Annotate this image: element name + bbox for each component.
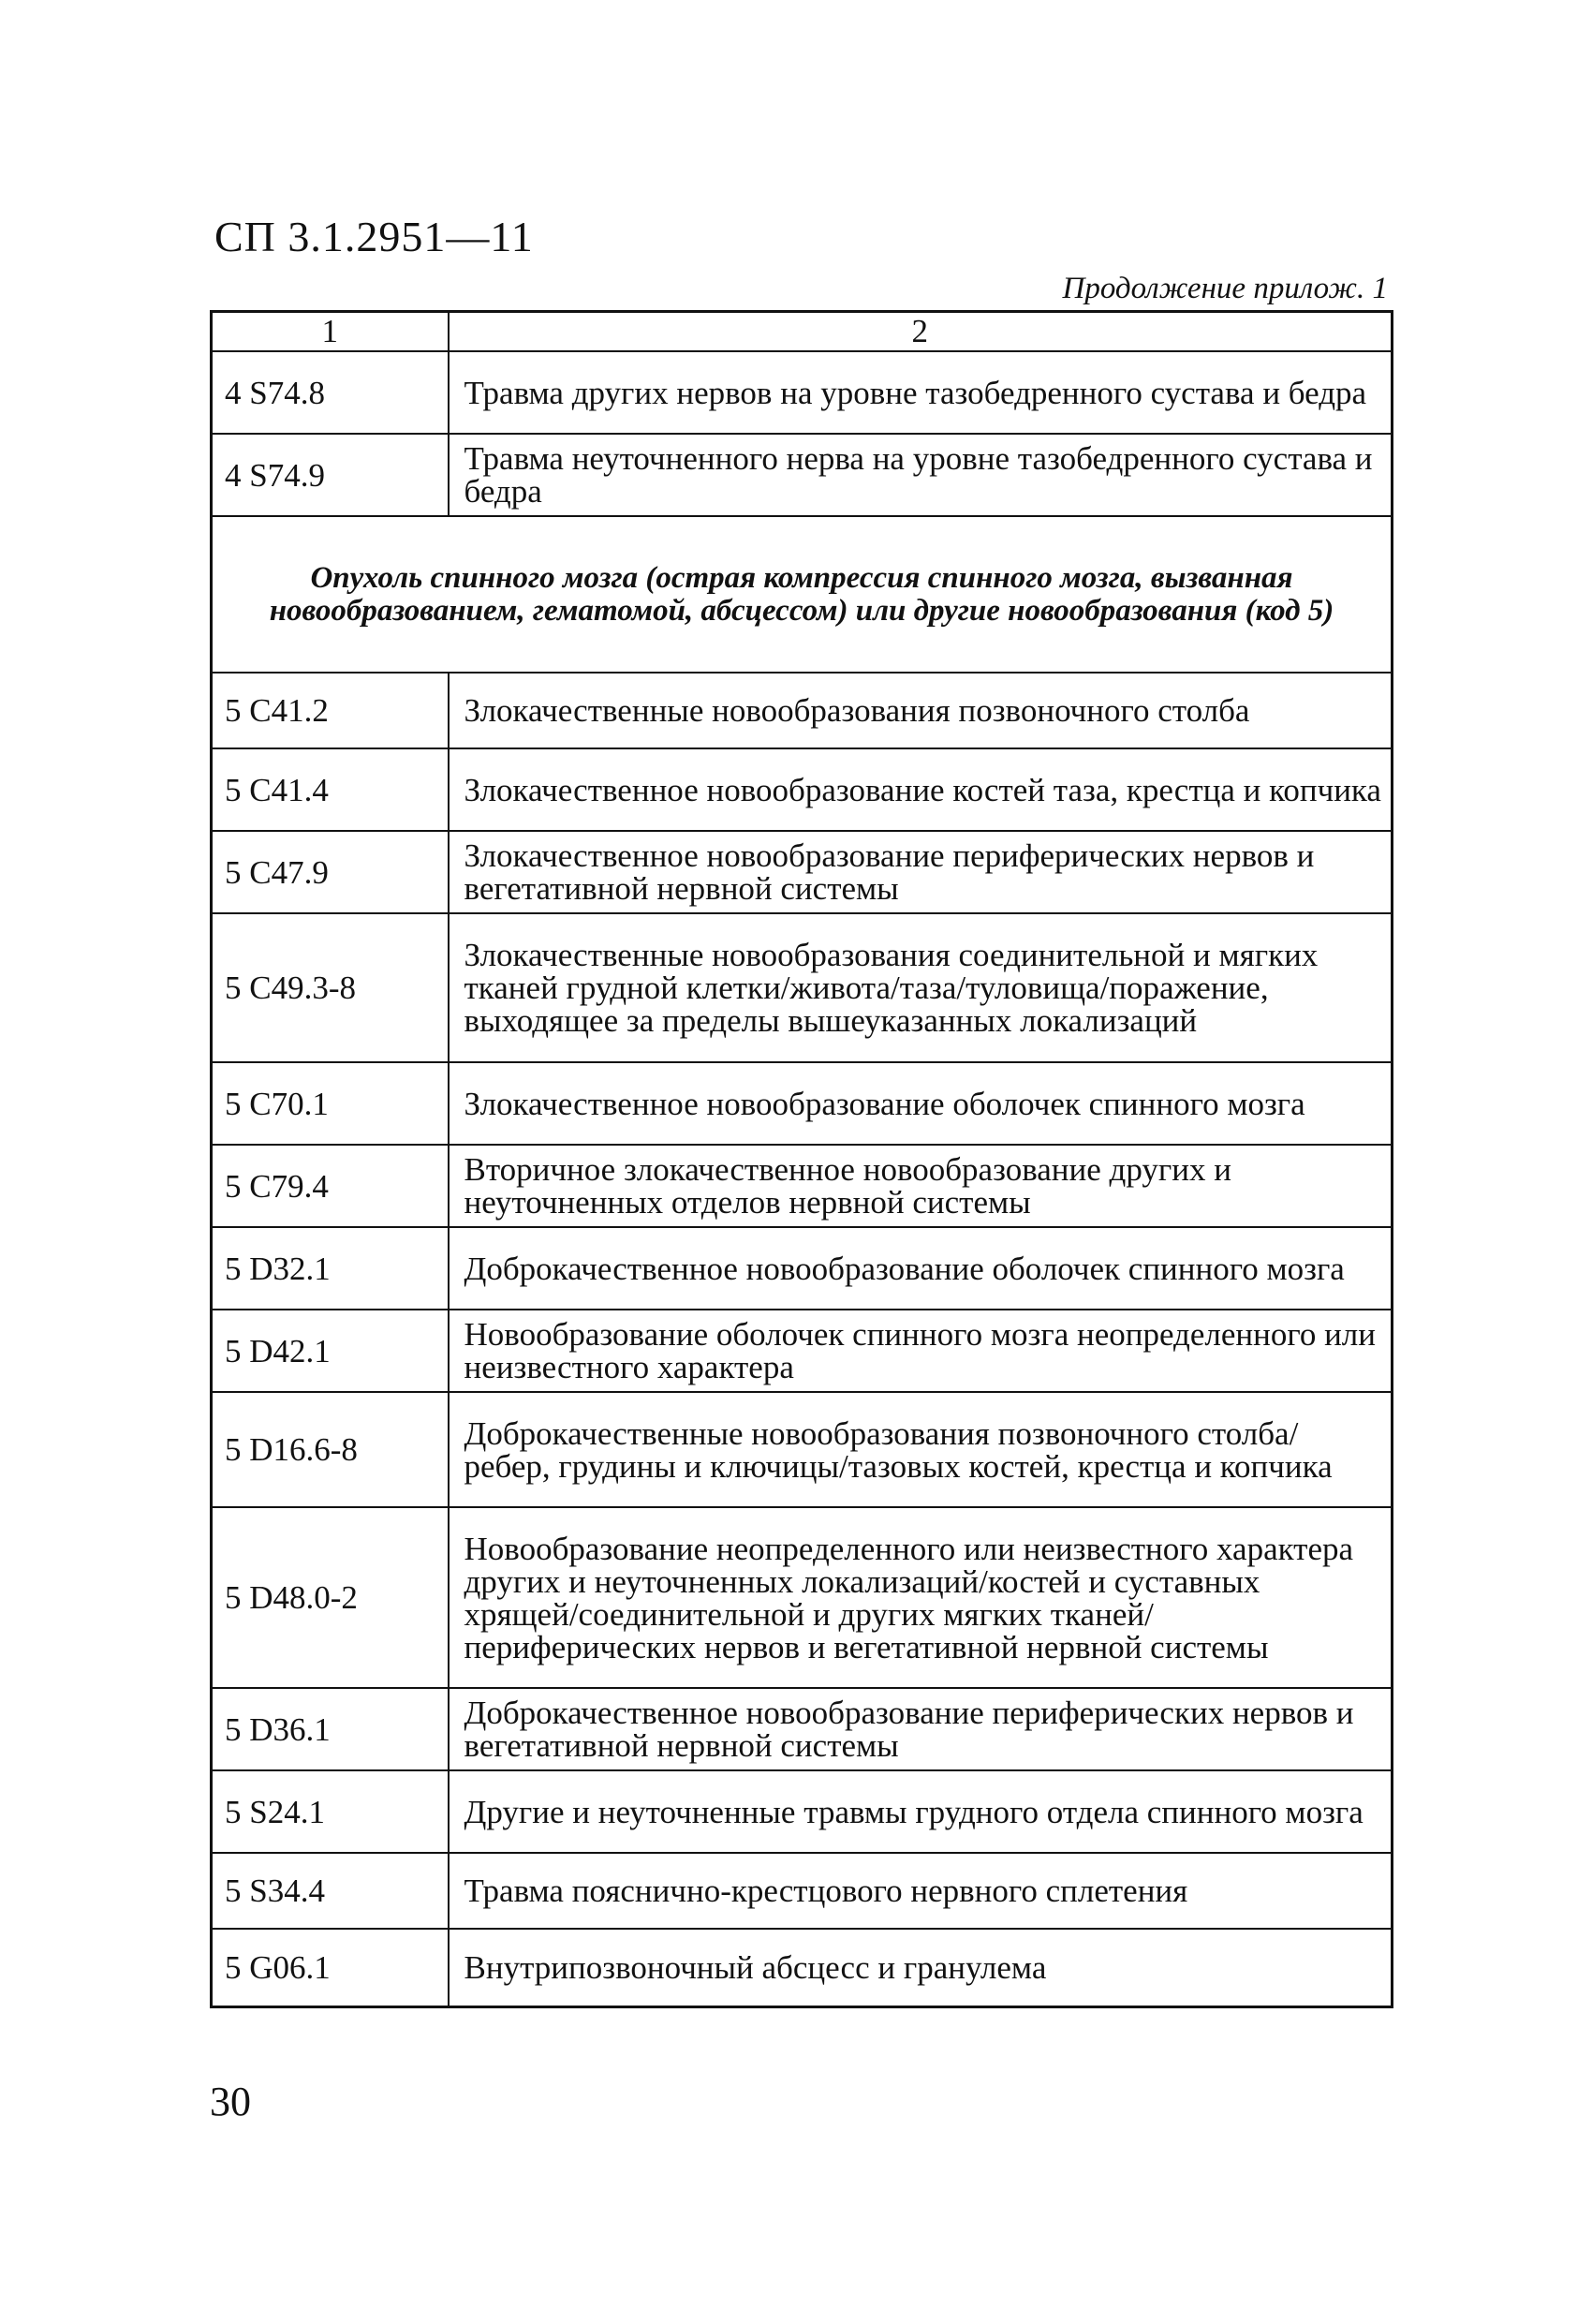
description-cell: Новообразование неопределенного или неизвестного характера других и неуточненных локализаций/костей и суставных хрящей/соединительной и других мягких тканей/периферических нервов и вегетативной нервной системы (449, 1507, 1393, 1688)
code-cell: 5 C47.9 (212, 831, 449, 913)
code-cell: 5 S24.1 (212, 1770, 449, 1853)
column-header-2: 2 (449, 312, 1393, 352)
table-row (212, 1507, 1393, 1688)
table-row (212, 1145, 1393, 1227)
description-cell: Новообразование оболочек спинного мозга неопределенного или неизвестного характера (449, 1310, 1393, 1392)
description-cell: Доброкачественные новообразования позвоночного столба/ребер, грудины и ключицы/тазовых костей, крестца и копчика (449, 1392, 1393, 1507)
table-row (212, 1392, 1393, 1507)
table-row (212, 1227, 1393, 1310)
table-row (212, 1770, 1393, 1853)
description-cell: Вторичное злокачественное новообразование других и неуточненных отделов нервной системы (449, 1145, 1393, 1227)
section-header-row (212, 516, 1393, 673)
code-cell: 5 D32.1 (212, 1227, 449, 1310)
code-cell: 5 G06.1 (212, 1929, 449, 2006)
code-cell: 5 C49.3-8 (212, 913, 449, 1062)
table-row (212, 1310, 1393, 1392)
code-cell: 5 C79.4 (212, 1145, 449, 1227)
description-cell: Злокачественные новообразования позвоночного столба (449, 673, 1393, 748)
table-row (212, 1853, 1393, 1929)
code-cell: 5 D42.1 (212, 1310, 449, 1392)
continuation-label: Продолжение прилож. 1 (1062, 272, 1388, 305)
table-row (212, 1929, 1393, 2006)
section-title: Опухоль спинного мозга (острая компрессия спинного мозга, вызванная новообразованием, гематомой, абсцессом) или другие новообразования (код 5) (212, 516, 1393, 673)
description-cell: Доброкачественное новообразование оболочек спинного мозга (449, 1227, 1393, 1310)
description-cell: Злокачественное новообразование костей таза, крестца и копчика (449, 748, 1393, 831)
description-cell: Травма пояснично-крестцового нервного сплетения (449, 1853, 1393, 1929)
diagnosis-code-table (210, 310, 1393, 2008)
description-cell: Злокачественные новообразования соединительной и мягких тканей грудной клетки/живота/таза/туловища/поражение, выходящее за пределы вышеуказанных локализаций (449, 913, 1393, 1062)
table-row (212, 434, 1393, 516)
table-row (212, 913, 1393, 1062)
description-cell: Доброкачественное новообразование периферических нервов и вегетативной нервной системы (449, 1688, 1393, 1770)
column-header-1: 1 (212, 312, 449, 352)
table-row (212, 673, 1393, 748)
code-cell: 5 D48.0-2 (212, 1507, 449, 1688)
table-row (212, 831, 1393, 913)
code-cell: 5 D16.6-8 (212, 1392, 449, 1507)
code-cell: 5 C41.4 (212, 748, 449, 831)
table-row (212, 351, 1393, 434)
table-row (212, 1062, 1393, 1145)
description-cell: Травма неуточненного нерва на уровне тазобедренного сустава и бедра (449, 434, 1393, 516)
code-cell: 5 C41.2 (212, 673, 449, 748)
code-cell: 5 C70.1 (212, 1062, 449, 1145)
page-number: 30 (210, 2079, 251, 2124)
table-row (212, 748, 1393, 831)
description-cell: Другие и неуточненные травмы грудного отдела спинного мозга (449, 1770, 1393, 1853)
code-cell: 5 S34.4 (212, 1853, 449, 1929)
description-cell: Злокачественное новообразование периферических нервов и вегетативной нервной системы (449, 831, 1393, 913)
description-cell: Травма других нервов на уровне тазобедренного сустава и бедра (449, 351, 1393, 434)
code-cell: 4 S74.9 (212, 434, 449, 516)
code-cell: 4 S74.8 (212, 351, 449, 434)
table-header-row (212, 312, 1393, 352)
description-cell: Злокачественное новообразование оболочек спинного мозга (449, 1062, 1393, 1145)
description-cell: Внутрипозвоночный абсцесс и гранулема (449, 1929, 1393, 2006)
table-row (212, 1688, 1393, 1770)
code-cell: 5 D36.1 (212, 1688, 449, 1770)
document-code: СП 3.1.2951—11 (214, 213, 534, 260)
